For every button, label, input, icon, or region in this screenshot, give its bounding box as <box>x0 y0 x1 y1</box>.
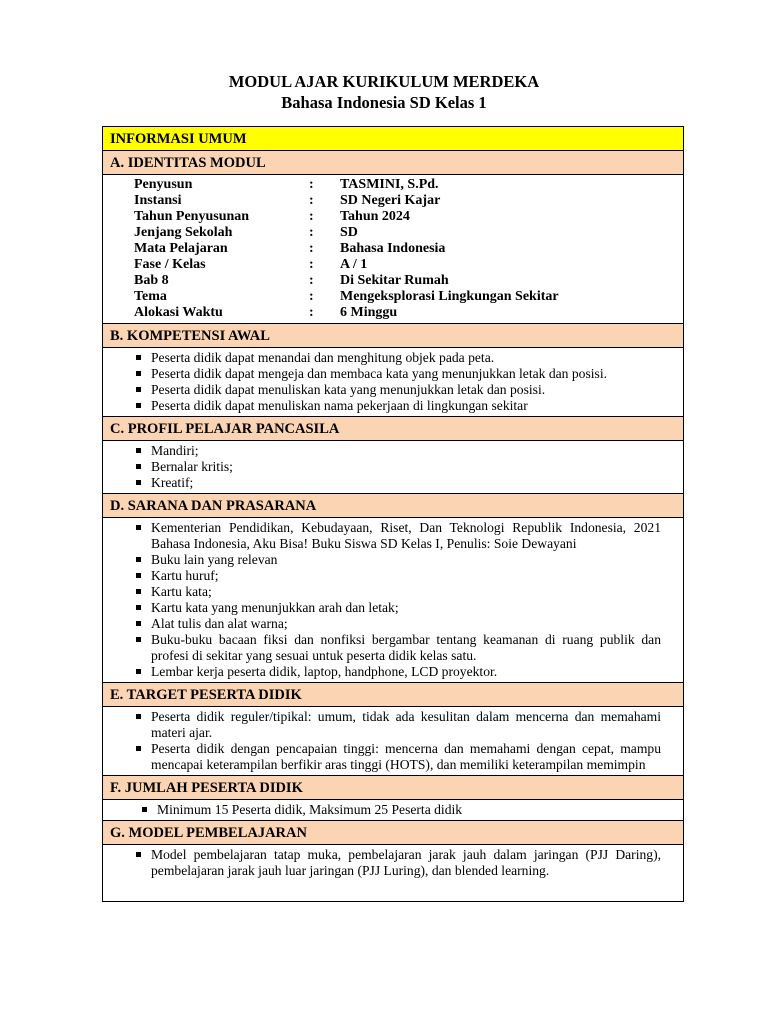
list-item: Kartu huruf; <box>151 568 661 584</box>
section-e-header: E. TARGET PESERTA DIDIK <box>103 683 683 707</box>
section-b-header: B. KOMPETENSI AWAL <box>103 324 683 348</box>
identity-row <box>134 209 683 225</box>
identity-key: Tahun Penyusunan <box>134 209 250 224</box>
identity-key: Alokasi Waktu <box>134 305 223 320</box>
list-item: Mandiri; <box>151 443 661 459</box>
bullet-list <box>103 518 683 682</box>
sarana-prasarana-section <box>103 518 683 683</box>
identitas-modul-section <box>103 175 683 324</box>
list-item: Kementerian Pendidikan, Kebudayaan, Riset, Dan Teknologi Republik Indonesia, 2021 Bahasa Indonesia, Aku Bisa! Buku Siswa SD Kelas I, Penulis: Soie Dewayani <box>151 520 661 551</box>
list-item: Lembar kerja peserta didik, laptop, handphone, LCD proyektor. <box>151 664 661 680</box>
section-c-header: C. PROFIL PELAJAR PANCASILA <box>103 417 683 441</box>
identity-colon: : <box>309 209 314 224</box>
document-title: MODUL AJAR KURIKULUM MERDEKA <box>228 72 540 91</box>
bullet-list <box>103 707 683 775</box>
bullet-list <box>103 348 683 416</box>
identity-colon: : <box>309 225 314 240</box>
identity-colon: : <box>309 273 314 288</box>
document-subtitle: Bahasa Indonesia SD Kelas 1 <box>281 93 487 112</box>
identity-value: SD Negeri Kajar <box>340 193 441 208</box>
section-d-header: D. SARANA DAN PRASARANA <box>103 494 683 518</box>
list-item: Model pembelajaran tatap muka, pembelajaran jarak jauh dalam jaringan (PJJ Daring), pembelajaran jarak jauh luar jaringan (PJJ Luring), dan blended learning. <box>151 847 661 878</box>
identity-key: Fase / Kelas <box>134 257 206 272</box>
identity-row <box>134 241 683 257</box>
bullet-list <box>103 441 683 493</box>
identity-row <box>134 289 683 305</box>
info-umum-header: INFORMASI UMUM <box>103 127 683 151</box>
identity-value: Tahun 2024 <box>340 209 410 224</box>
identity-colon: : <box>309 305 314 320</box>
identity-row <box>134 305 683 321</box>
identity-colon: : <box>309 289 314 304</box>
list-item: Peserta didik dengan pencapaian tinggi: mencerna dan memahami dengan cepat, mampu mencapai keterampilan berfikir aras tinggi (HOTS), dan memiliki keterampilan memimpin <box>151 741 661 772</box>
list-item: Kartu kata; <box>151 584 661 600</box>
section-f-header: F. JUMLAH PESERTA DIDIK <box>103 776 683 800</box>
identity-value: Di Sekitar Rumah <box>340 273 449 288</box>
identity-row <box>134 225 683 241</box>
list-item: Peserta didik dapat menuliskan kata yang menunjukkan letak dan posisi. <box>151 382 661 398</box>
list-item: Bernalar kritis; <box>151 459 661 475</box>
list-item: Buku-buku bacaan fiksi dan nonfiksi bergambar tentang keamanan di ruang publik dan profesi di sekitar yang sesuai untuk peserta didik kelas satu. <box>151 632 661 663</box>
list-item: Peserta didik dapat menuliskan nama pekerjaan di lingkungan sekitar <box>151 398 661 414</box>
list-item: Peserta didik dapat mengeja dan membaca kata yang menunjukkan letak dan posisi. <box>151 366 661 382</box>
identity-colon: : <box>309 257 314 272</box>
identity-colon: : <box>309 177 314 192</box>
identity-key: Bab 8 <box>134 273 169 288</box>
identity-row <box>134 193 683 209</box>
identity-key: Jenjang Sekolah <box>134 225 233 240</box>
identity-value: SD <box>340 225 358 240</box>
identity-key: Instansi <box>134 193 182 208</box>
module-info-table <box>102 126 684 902</box>
identity-colon: : <box>309 193 314 208</box>
section-g-header: G. MODEL PEMBELAJARAN <box>103 821 683 845</box>
identity-value: Bahasa Indonesia <box>340 241 446 256</box>
identity-value: TASMINI, S.Pd. <box>340 177 439 192</box>
identity-value: Mengeksplorasi Lingkungan Sekitar <box>340 289 559 304</box>
list-item: Kartu kata yang menunjukkan arah dan letak; <box>151 600 661 616</box>
jumlah-peserta-section <box>103 800 683 821</box>
identity-value: A / 1 <box>340 257 368 272</box>
list-item: Peserta didik reguler/tipikal: umum, tidak ada kesulitan dalam mencerna dan memahami materi ajar. <box>151 709 661 740</box>
identity-key: Penyusun <box>134 177 193 192</box>
list-item: Alat tulis dan alat warna; <box>151 616 661 632</box>
model-pembelajaran-section <box>103 845 683 901</box>
identity-row <box>134 257 683 273</box>
kompetensi-awal-section <box>103 348 683 417</box>
identity-key: Tema <box>134 289 167 304</box>
bullet-list <box>103 845 683 901</box>
profil-pelajar-section <box>103 441 683 494</box>
identity-row <box>134 177 683 193</box>
identity-row <box>134 273 683 289</box>
target-peserta-section <box>103 707 683 776</box>
list-item: Buku lain yang relevan <box>151 552 661 568</box>
identity-key: Mata Pelajaran <box>134 241 228 256</box>
identity-colon: : <box>309 241 314 256</box>
list-item: Minimum 15 Peserta didik, Maksimum 25 Peserta didik <box>157 802 661 818</box>
section-a-header: A. IDENTITAS MODUL <box>103 151 683 175</box>
identity-value: 6 Minggu <box>340 305 398 320</box>
list-item: Peserta didik dapat menandai dan menghitung objek pada peta. <box>151 350 661 366</box>
list-item: Kreatif; <box>151 475 661 491</box>
bullet-list <box>103 800 683 820</box>
